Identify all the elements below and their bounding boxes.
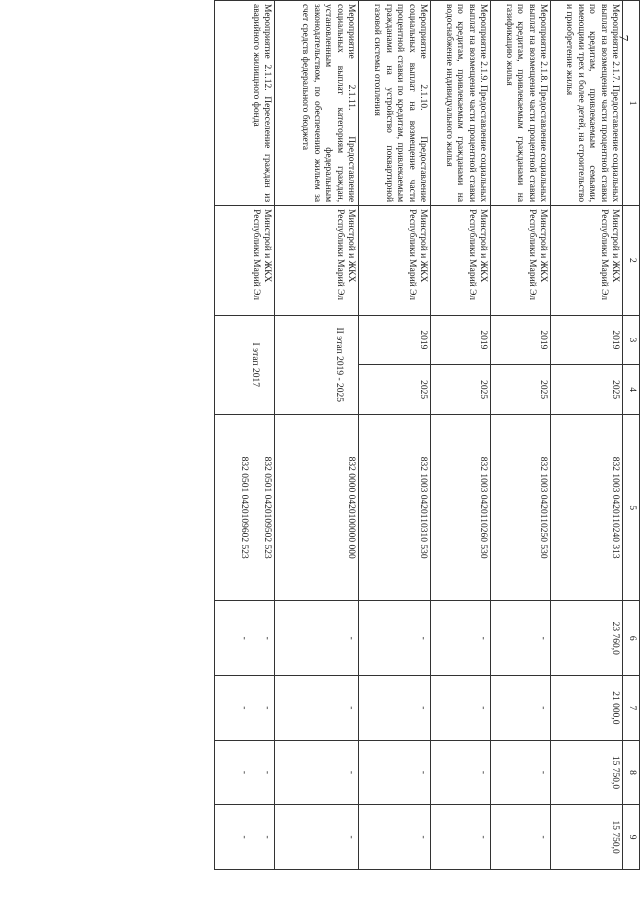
executor: Минстрой и ЖКХ Республики Марий Эл [275, 206, 359, 315]
value-6: - [262, 636, 272, 640]
value-9: - [491, 805, 551, 870]
table-row [215, 1, 275, 870]
measure-name: Мероприятие 2.1.9. Предоставление социальных выплат на возмещение части процентной ставки по кредитам, привлекаемым гражданами на водоснабжение индивидуального жилья [431, 1, 491, 206]
value-7-cell [215, 676, 275, 741]
stage-period: I этап 2017 [215, 315, 275, 414]
executor: Минстрой и ЖКХ Республики Марий Эл [359, 206, 431, 315]
measure-name: Мероприятие 2.1.8. Предоставление социальных выплат на возмещение части процентной ставки по кредитам, привлекаемым гражданами на газификацию жилья [491, 1, 551, 206]
value-7: - [262, 706, 272, 710]
header-cell: 7 [623, 676, 640, 741]
value-6-cell [215, 601, 275, 676]
value-8: - [275, 740, 359, 805]
value-7: - [491, 676, 551, 741]
start-year: 2019 [359, 315, 431, 365]
value-6: - [359, 601, 431, 676]
program-table [214, 0, 640, 870]
value-9-cell [215, 805, 275, 870]
table-row [431, 1, 491, 870]
value-8: - [262, 770, 272, 775]
budget-code: 832 0501 0420109502 523 [262, 456, 272, 559]
measure-name: Мероприятие 2.1.7. Предоставление социальных выплат на возмещение части процентной ставки по кредитам, привлекаемым семьями, имеющими трех и более детей, на строительство и приобретение жилья [551, 1, 623, 206]
executor: Минстрой и ЖКХ Республики Марий Эл [551, 206, 623, 315]
end-year: 2025 [431, 365, 491, 415]
start-year: 2019 [491, 315, 551, 365]
value-8: - [431, 740, 491, 805]
table-row [275, 1, 359, 870]
value-7: - [431, 676, 491, 741]
header-cell: 1 [623, 1, 640, 206]
table-row [359, 1, 431, 870]
value-7: - [275, 676, 359, 741]
value-7: 21 000,0 [551, 676, 623, 741]
header-cell: 5 [623, 414, 640, 600]
header-cell: 9 [623, 805, 640, 870]
end-year: 2025 [491, 365, 551, 415]
value-7b: - [238, 706, 249, 710]
value-7: - [359, 676, 431, 741]
page-number: 7 [616, 34, 632, 42]
start-year: 2019 [431, 315, 491, 365]
value-9: - [275, 805, 359, 870]
executor: Минстрой и ЖКХ Республики Марий Эл [215, 206, 275, 315]
measure-name: Мероприятие 2.1.10. Предоставление социальных выплат на возмещение части процентной ставки по кредитам, привлекаемым гражданами на устройство поквартирной газовой системы отопления [359, 1, 431, 206]
header-cell: 2 [623, 206, 640, 315]
value-9b: - [238, 835, 249, 839]
header-cell: 4 [623, 365, 640, 415]
table-row [491, 1, 551, 870]
value-6: - [431, 601, 491, 676]
budget-code: 832 1003 0420110250 530 [491, 414, 551, 600]
header-cell: 3 [623, 315, 640, 365]
value-6: - [275, 601, 359, 676]
end-year: 2025 [359, 365, 431, 415]
budget-code: 832 1003 0420110240 313 [551, 414, 623, 600]
stage-period: II этап 2019 - 2025 [275, 315, 359, 414]
budget-code-2: 832 0501 0420109602 523 [238, 456, 249, 559]
budget-code: 832 1003 0420110260 530 [431, 414, 491, 600]
table-row [551, 1, 623, 870]
executor: Минстрой и ЖКХ Республики Марий Эл [491, 206, 551, 315]
budget-code-cell [215, 414, 275, 600]
budget-code: 832 1003 0420110310 530 [359, 414, 431, 600]
header-cell: 6 [623, 601, 640, 676]
value-8: - [491, 740, 551, 805]
measure-name: Мероприятие 2.1.12. Переселение граждан из аварийного жилищного фонда [215, 1, 275, 206]
executor: Минстрой и ЖКХ Республики Марий Эл [431, 206, 491, 315]
start-year: 2019 [551, 315, 623, 365]
end-year: 2025 [551, 365, 623, 415]
value-6b: - [238, 636, 249, 640]
value-9: - [431, 805, 491, 870]
header-cell: 8 [623, 740, 640, 805]
value-8b: - [238, 770, 249, 775]
value-9: 15 750,0 [551, 805, 623, 870]
value-6: 23 760,0 [551, 601, 623, 676]
rotated-page [120, 0, 640, 870]
value-8: - [359, 740, 431, 805]
value-8: 15 750,0 [551, 740, 623, 805]
budget-code: 832 0000 0420100000 000 [275, 414, 359, 600]
value-9: - [262, 835, 272, 839]
value-6: - [491, 601, 551, 676]
header-row [623, 1, 640, 870]
value-9: - [359, 805, 431, 870]
measure-name: Мероприятие 2.1.11. Предоставление социальных выплат категориям граждан, установленным федеральным законодательством, по обеспечению жильем за счет средств федерального бюджета [275, 1, 359, 206]
value-8-cell [215, 740, 275, 805]
